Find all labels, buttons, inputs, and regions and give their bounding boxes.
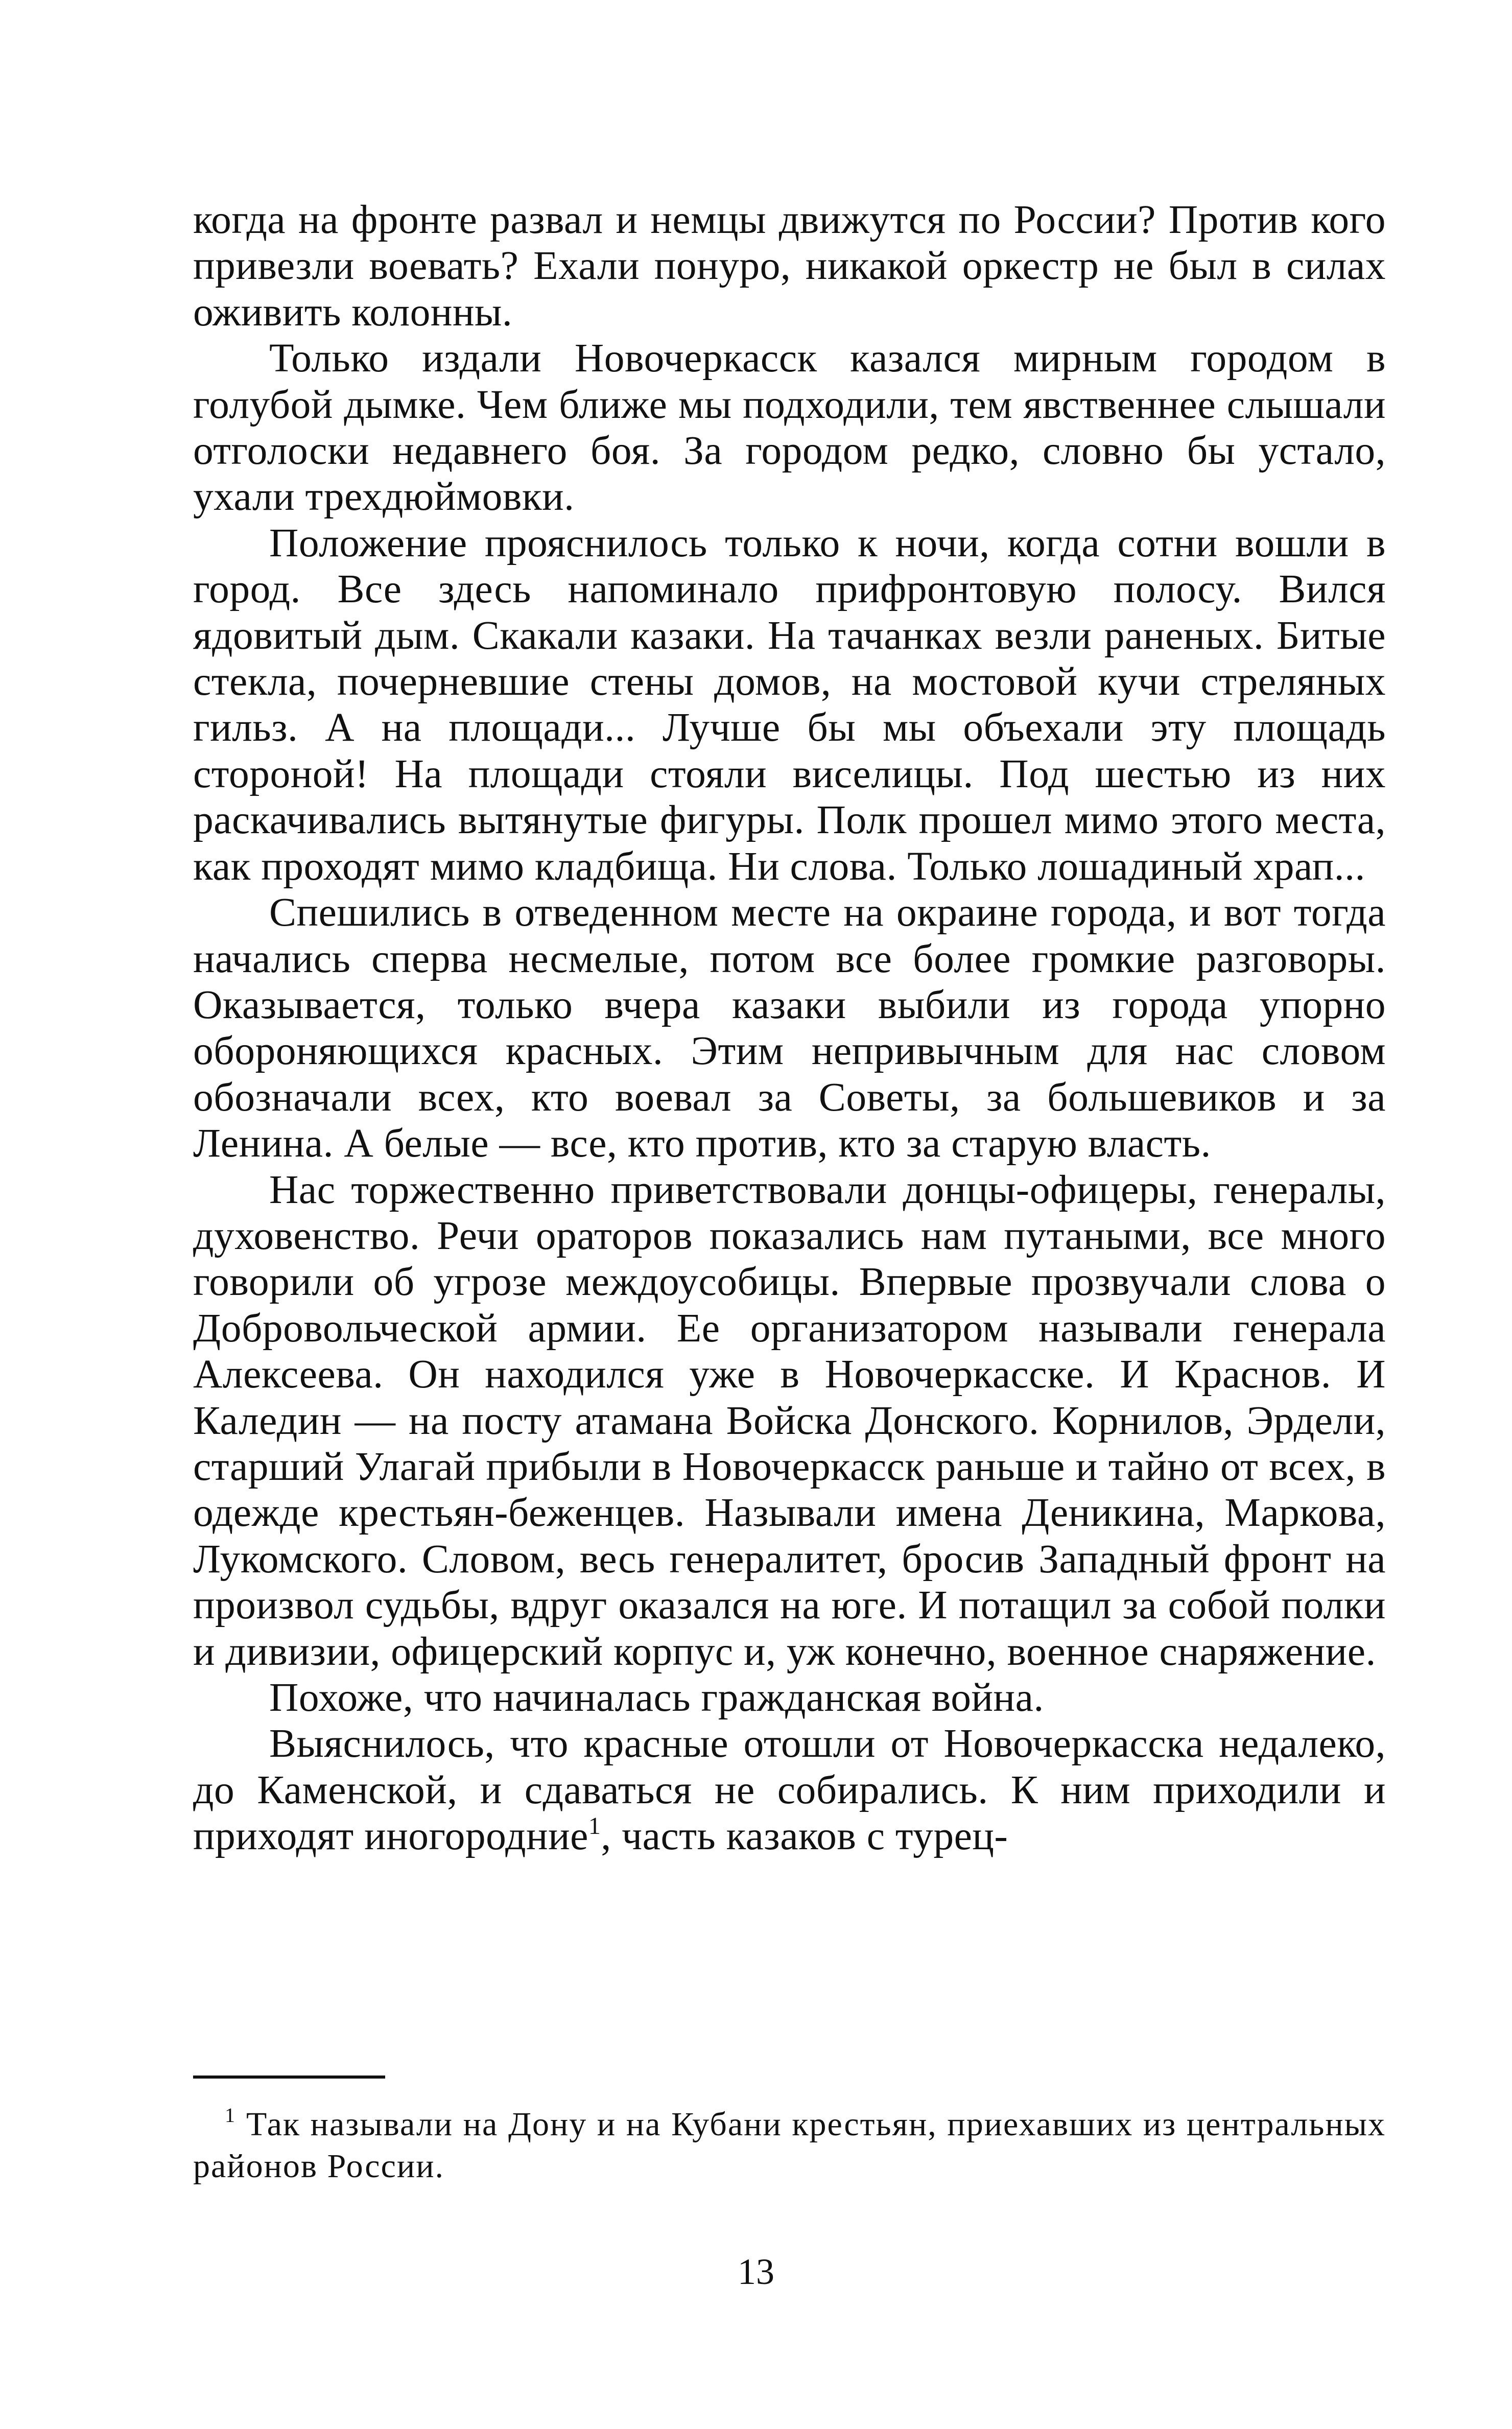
paragraph-7-text-start: Выяснилось, что красные отошли от Новочеркасска недалеко, до Каменской, и сдаваться не собирались. К ним приходили и приходят иногородние <box>193 1721 1386 1859</box>
paragraph-3: Положение прояснилось только к ночи, когда сотни вошли в город. Все здесь напоминало прифронтовую полосу. Вился ядовитый дым. Скакали казаки. На тачанках везли раненых. Битые стекла, почерневшие стены домов, на мостовой кучи стреляных гильз. А на площади... Лучше бы мы объехали эту площадь стороной! На площади стояли виселицы. Под шестью из них раскачивались вытянутые фигуры. Полк прошел мимо этого места, как проходят мимо кладбища. Ни слова. Только лошадиный храп... <box>193 520 1386 889</box>
paragraph-1: когда на фронте развал и немцы движутся по России? Против кого привезли воевать? Ехали понуро, никакой оркестр не был в силах оживить колонны. <box>193 197 1386 335</box>
footnote-mark: 1 <box>225 2104 236 2127</box>
paragraph-5: Нас торжественно приветствовали донцы-офицеры, генералы, духовенство. Речи ораторов показались нам путаными, все много говорили об угрозе междоусобицы. Впервые прозвучали слова о Добровольческой армии. Ее организатором называли генерала Алексеева. Он находился уже в Новочеркасске. И Краснов. И Каледин — на посту атамана Войска Донского. Корнилов, Эрдели, старший Улагай прибыли в Новочеркасск раньше и тайно от всех, в одежде крестьян-беженцев. Называли имена Деникина, Маркова, Лукомского. Словом, весь генералитет, бросив Западный фронт на произвол судьбы, вдруг оказался на юге. И потащил за собой полки и дивизии, офицерский корпус и, уж конечно, военное снаряжение. <box>193 1167 1386 1674</box>
page-number: 13 <box>738 2251 774 2292</box>
page-body <box>193 197 1386 1859</box>
paragraph-4: Спешились в отведенном месте на окраине города, и вот тогда начались сперва несмелые, потом все более громкие разговоры. Оказывается, только вчера казаки выбили из города упорно обороняющихся красных. Этим непривычным для нас словом обозначали всех, кто воевал за Советы, за большевиков и за Ленина. А белые — все, кто против, кто за старую власть. <box>193 890 1386 1166</box>
paragraph-6: Похоже, что начиналась гражданская война. <box>269 1675 1044 1720</box>
paragraph-7-text-end: , часть казаков с турец- <box>601 1813 1008 1859</box>
footnote-reference: 1 <box>588 1812 601 1840</box>
footnote-divider <box>193 2076 385 2079</box>
paragraph-2: Только издали Новочеркасск казался мирным городом в голубой дымке. Чем ближе мы подходили, тем явственнее слышали отголоски недавнего боя. За городом редко, словно бы устало, ухали трехдюймовки. <box>193 336 1386 520</box>
footnote-text: Так называли на Дону и на Кубани крестьян, приехавших из центральных районов России. <box>193 2106 1386 2185</box>
footnote <box>193 2104 1386 2187</box>
paragraph-7 <box>193 1720 1386 1859</box>
